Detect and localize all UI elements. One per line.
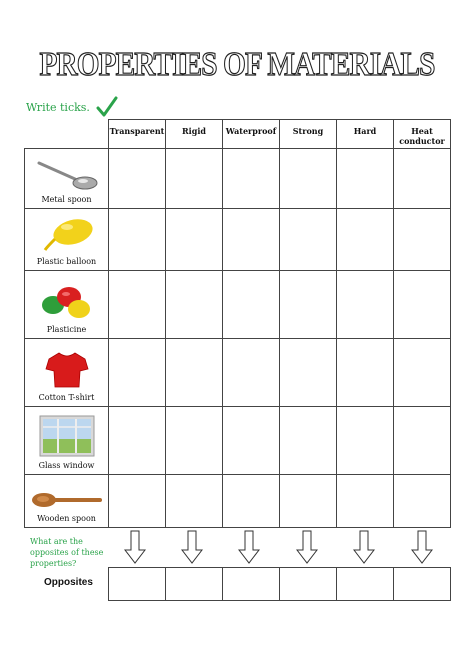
opposite-answer-cell[interactable] [280,568,337,601]
item-cell [25,271,109,339]
tick-cell[interactable] [337,149,394,209]
opposite-answer-cell[interactable] [166,568,223,601]
page-title: PROPERTIES OF MATERIALS [39,46,435,83]
balloon-icon [37,217,97,253]
tick-cell[interactable] [280,475,337,528]
table-row [25,271,451,339]
wooden-spoon-icon [30,490,104,510]
properties-table [24,119,451,528]
item-label: Plastic balloon [36,257,97,266]
tick-cell[interactable] [337,475,394,528]
arrow-down-icon [353,530,375,564]
tick-cell[interactable] [223,149,280,209]
opposites-label: Opposites [44,577,93,588]
tick-cell[interactable] [394,149,451,209]
column-header: Transparent [109,120,166,149]
item-label: Plasticine [46,325,87,334]
opposites-row [109,568,451,601]
opposite-answer-cell[interactable] [394,568,451,601]
tick-cell[interactable] [280,209,337,271]
tick-cell[interactable] [280,407,337,475]
tick-cell[interactable] [394,271,451,339]
arrow-down-icon [411,530,433,564]
item-cell [25,407,109,475]
item-label: Metal spoon [41,195,92,204]
tick-cell[interactable] [337,271,394,339]
tick-cell[interactable] [394,475,451,528]
tick-cell[interactable] [223,339,280,407]
tick-cell[interactable] [394,407,451,475]
opposite-answer-cell[interactable] [337,568,394,601]
tick-cell[interactable] [166,209,223,271]
arrow-down-icon [124,530,146,564]
tick-cell[interactable] [109,407,166,475]
item-cell [25,209,109,271]
metal-spoon-icon [35,159,99,191]
arrow-down-icon [181,530,203,564]
column-header: Rigid [166,120,223,149]
tick-cell[interactable] [166,149,223,209]
item-label: Wooden spoon [37,514,96,523]
tick-cell[interactable] [166,407,223,475]
plasticine-icon [39,285,95,321]
tick-cell[interactable] [280,339,337,407]
table-row [25,407,451,475]
tick-cell[interactable] [223,209,280,271]
tick-cell[interactable] [109,149,166,209]
tshirt-icon [45,351,89,389]
corner-cell [25,120,109,149]
tick-cell[interactable] [337,339,394,407]
item-cell [25,475,109,528]
window-icon [39,415,95,457]
tick-cell[interactable] [109,271,166,339]
item-cell [25,149,109,209]
column-header: Waterproof [223,120,280,149]
header-row [25,120,451,149]
checkmark-icon [96,96,118,118]
item-label: Glass window [38,461,95,470]
arrow-down-icon [238,530,260,564]
tick-cell[interactable] [109,339,166,407]
table-row [25,339,451,407]
tick-cell[interactable] [166,475,223,528]
opposites-table [108,567,451,601]
column-header: Strong [280,120,337,149]
tick-cell[interactable] [337,209,394,271]
tick-cell[interactable] [280,271,337,339]
table-row [25,475,451,528]
tick-cell[interactable] [337,407,394,475]
table-row [25,149,451,209]
opposites-question: What are the opposites of these properties? [30,537,104,568]
instruction-text: Write ticks. [26,100,90,114]
column-header: Heat conductor [394,120,451,149]
item-label: Cotton T-shirt [38,393,95,402]
tick-cell[interactable] [223,271,280,339]
tick-cell[interactable] [166,271,223,339]
instruction [26,96,118,118]
table-row [25,209,451,271]
tick-cell[interactable] [109,475,166,528]
tick-cell[interactable] [223,407,280,475]
tick-cell[interactable] [394,209,451,271]
column-header: Hard [337,120,394,149]
arrow-down-icon [296,530,318,564]
opposite-answer-cell[interactable] [223,568,280,601]
tick-cell[interactable] [223,475,280,528]
opposite-answer-cell[interactable] [109,568,166,601]
item-cell [25,339,109,407]
tick-cell[interactable] [280,149,337,209]
tick-cell[interactable] [394,339,451,407]
tick-cell[interactable] [109,209,166,271]
tick-cell[interactable] [166,339,223,407]
